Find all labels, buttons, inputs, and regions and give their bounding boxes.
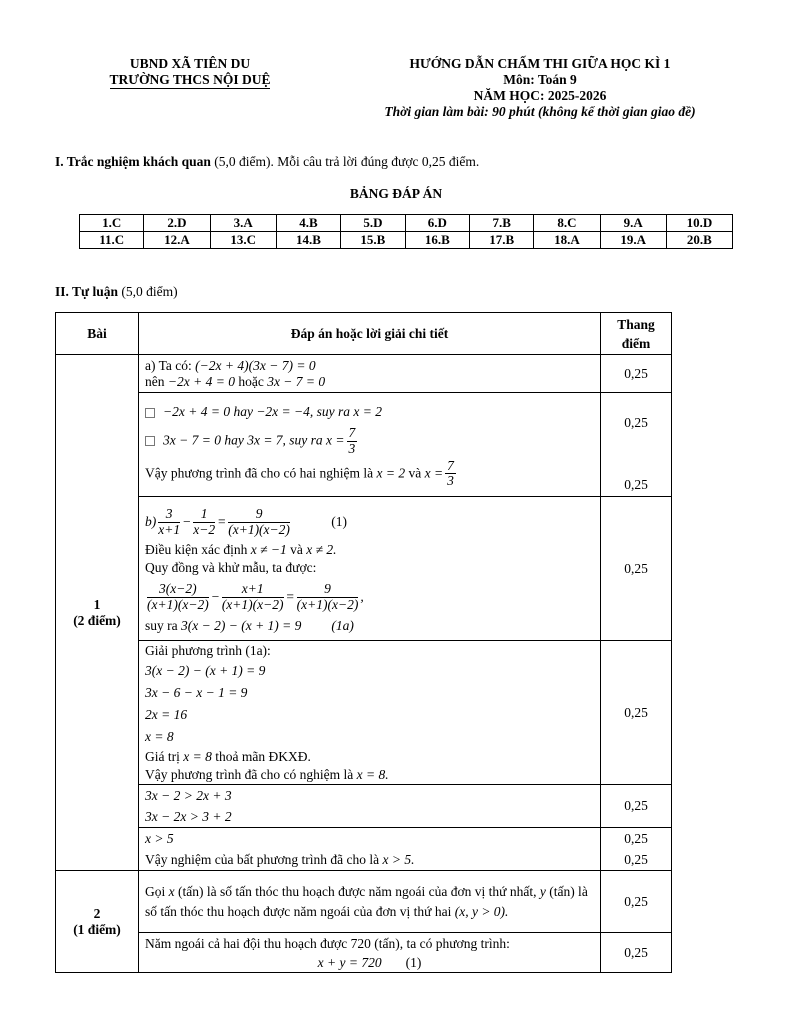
score-value: 0,25 bbox=[624, 415, 648, 430]
score-cell: 0,25 bbox=[601, 497, 672, 641]
answer-row-1 bbox=[80, 215, 733, 232]
school-name: TRƯỜNG THCS NỘI DUỆ bbox=[109, 72, 271, 87]
text: và bbox=[405, 464, 425, 480]
checkbox-icon bbox=[145, 408, 155, 418]
answer-row-2 bbox=[80, 232, 733, 249]
text: và bbox=[286, 541, 307, 557]
equation: x = 8 bbox=[183, 748, 212, 764]
table-row bbox=[56, 828, 672, 871]
answer-2-setup bbox=[139, 871, 601, 933]
col-diem: điểm bbox=[621, 335, 651, 351]
fraction bbox=[297, 582, 359, 613]
score-cell: 0,25 bbox=[601, 871, 672, 933]
answer-cell: 4.B bbox=[276, 215, 340, 232]
text: hoặc bbox=[234, 373, 268, 389]
numerator: 9 bbox=[228, 507, 290, 523]
text: suy ra bbox=[145, 617, 181, 633]
equation: 3x − 2 > 2x + 3 bbox=[145, 788, 232, 803]
variable: y bbox=[539, 883, 546, 899]
answer-cell: 18.A bbox=[534, 232, 600, 249]
text: Quy đồng và khử mẫu, ta được: bbox=[145, 559, 317, 575]
numerator: 3 bbox=[158, 507, 180, 523]
fraction bbox=[445, 459, 456, 490]
text: (tấn) là số tấn thóc thu hoạch được năm ngoái của đơn vị thứ hai bbox=[145, 883, 588, 919]
col-thang: Thang bbox=[617, 316, 655, 332]
subject: Môn: Toán 9 bbox=[503, 72, 577, 87]
numerator: 7 bbox=[447, 457, 454, 473]
text: Gọi bbox=[145, 883, 169, 899]
text: Điều kiện xác định bbox=[145, 541, 251, 557]
denominator: 3 bbox=[447, 473, 454, 489]
part2-title bbox=[55, 284, 178, 300]
essay-header-row bbox=[56, 313, 672, 355]
denominator: (x+1)(x−2) bbox=[296, 596, 359, 612]
score-value: 0,25 bbox=[624, 477, 648, 492]
answer-1b-solve bbox=[139, 641, 601, 785]
answer-cell: 13.C bbox=[210, 232, 276, 249]
col-bai: Bài bbox=[56, 313, 139, 355]
equation: −2x + 4 = 0 hay −2x = −4, suy ra x = 2 bbox=[163, 403, 382, 419]
header-right bbox=[340, 56, 740, 120]
score-value: 0,25 bbox=[624, 831, 648, 846]
answer-cell: 20.B bbox=[666, 232, 732, 249]
score-cell: 0,25 bbox=[601, 933, 672, 973]
text: Vậy phương trình đã cho có nghiệm là bbox=[145, 766, 357, 782]
numerator: x+1 bbox=[222, 582, 284, 598]
doc-title: HƯỚNG DẪN CHẤM THI GIỮA HỌC KÌ 1 bbox=[409, 56, 671, 71]
equation: (−2x + 4)(3x − 7) = 0 bbox=[195, 357, 316, 373]
score-cell bbox=[601, 828, 672, 871]
part1-title-bold: I. Trắc nghiệm khách quan bbox=[55, 154, 211, 169]
answer-cell: 17.B bbox=[470, 232, 534, 249]
checkbox-icon bbox=[145, 436, 155, 446]
bai2-points: (1 điểm) bbox=[73, 921, 121, 937]
part2-title-bold: II. Tự luận bbox=[55, 284, 119, 299]
answer-cell: 7.B bbox=[470, 215, 534, 232]
answer-cell: 10.D bbox=[666, 215, 732, 232]
table-row bbox=[56, 933, 672, 973]
label: b) bbox=[145, 513, 157, 529]
text: Giá trị bbox=[145, 748, 184, 764]
numerator: 9 bbox=[297, 582, 359, 598]
table-row bbox=[56, 871, 672, 933]
equation-tag: (1) bbox=[405, 954, 422, 970]
answer-1b-setup: b) $\frac{3}{x+1}$ − $\frac{1}{x-2}$ = $\frac{9}{(x+1)(x-2)}$ (1) Điều kiện xác định x ≠ −1 và x ≠ 2. Quy đồng và khử mẫu, ta được: $\frac{3(x-2)}{(x+1)(x-2)}$ − $\frac{x+1}{(x+1)(x-2)}$ = $\frac{9}{(x+1)(x-2)}$ , suy ra 3(x − 2) − (x + 1) = 9 (1a) bbox=[139, 497, 601, 641]
table-row bbox=[56, 641, 672, 785]
answer-table bbox=[79, 214, 733, 249]
equation: 3(x − 2) − (x + 1) = 9 bbox=[181, 617, 302, 633]
equation: x ≠ −1 bbox=[250, 541, 287, 557]
equation: 3x − 2x > 3 + 2 bbox=[145, 809, 232, 824]
score-cell: 0,25 bbox=[601, 785, 672, 828]
bai1-cell bbox=[56, 355, 139, 871]
score-cell: 0,25 bbox=[601, 355, 672, 393]
equation: (x, y > 0). bbox=[454, 903, 509, 919]
answer-1a-intro bbox=[139, 355, 601, 393]
equation: 3x − 7 = 0 hay 3x = 7, suy ra x = bbox=[163, 432, 345, 448]
table-row bbox=[56, 355, 672, 393]
score-value: 0,25 bbox=[624, 852, 648, 867]
text: Vậy phương trình đã cho có hai nghiệm là bbox=[145, 464, 377, 480]
table-row bbox=[56, 497, 672, 641]
answer-1a-solve bbox=[139, 393, 601, 497]
answer-cell: 1.C bbox=[80, 215, 144, 232]
equation: x = bbox=[424, 464, 444, 480]
answer-1c-result bbox=[139, 828, 601, 871]
answer-cell: 16.B bbox=[405, 232, 469, 249]
variable: x bbox=[168, 883, 175, 899]
equation: x > 5 bbox=[145, 831, 174, 846]
answer-cell: 9.A bbox=[600, 215, 666, 232]
header-left bbox=[60, 56, 320, 89]
denominator: (x+1)(x−2) bbox=[221, 596, 284, 612]
score-cell: 0,25 bbox=[601, 641, 672, 785]
fraction bbox=[228, 507, 290, 538]
denominator: x+1 bbox=[158, 521, 181, 537]
text: a) Ta có: bbox=[145, 357, 196, 373]
col-dapan: Đáp án hoặc lời giải chi tiết bbox=[139, 313, 601, 355]
fraction bbox=[347, 426, 358, 457]
answer-cell: 3.A bbox=[210, 215, 276, 232]
equation: x + y = 720 bbox=[317, 954, 382, 970]
answer-cell: 2.D bbox=[144, 215, 210, 232]
answer-cell: 8.C bbox=[534, 215, 600, 232]
equation-tag: (1) bbox=[331, 513, 348, 529]
numerator: 1 bbox=[193, 507, 215, 523]
text: Giải phương trình (1a): bbox=[145, 642, 271, 658]
answer-2-equation bbox=[139, 933, 601, 973]
col-thang-diem bbox=[601, 313, 672, 355]
fraction bbox=[158, 507, 180, 538]
answer-1c-step bbox=[139, 785, 601, 828]
numerator: 3(x−2) bbox=[147, 582, 209, 598]
answer-cell: 14.B bbox=[276, 232, 340, 249]
equation: x ≠ 2. bbox=[306, 541, 337, 557]
table-row bbox=[56, 393, 672, 497]
equation: 2x = 16 bbox=[145, 706, 188, 722]
text: Năm ngoái cả hai đội thu hoạch được 720 (tấn), ta có phương trình: bbox=[145, 935, 510, 951]
answer-cell: 19.A bbox=[600, 232, 666, 249]
equation: 3x − 6 − x − 1 = 9 bbox=[145, 684, 248, 700]
text: thoả mãn ĐKXĐ. bbox=[211, 748, 311, 764]
part1-title bbox=[55, 154, 479, 170]
fraction bbox=[193, 507, 215, 538]
numerator: 7 bbox=[348, 424, 356, 440]
answer-cell: 11.C bbox=[80, 232, 144, 249]
equation: −2x + 4 = 0 bbox=[167, 373, 235, 389]
denominator: x−2 bbox=[193, 521, 216, 537]
dept-name: UBND XÃ TIÊN DU bbox=[129, 56, 251, 71]
answer-cell: 6.D bbox=[405, 215, 469, 232]
equation: 3(x − 2) − (x + 1) = 9 bbox=[145, 662, 266, 678]
school-year: NĂM HỌC: 2025-2026 bbox=[473, 88, 607, 103]
answer-cell: 15.B bbox=[341, 232, 405, 249]
denominator: (x+1)(x−2) bbox=[147, 596, 209, 612]
essay-table bbox=[55, 312, 672, 973]
exam-time: Thời gian làm bài: 90 phút (không kể thời gian giao đề) bbox=[384, 104, 696, 119]
bai1-number: 1 bbox=[93, 596, 101, 612]
equation: x > 5. bbox=[382, 852, 415, 867]
equation: 3x − 7 = 0 bbox=[267, 373, 326, 389]
fraction bbox=[222, 582, 284, 613]
equation: x = 8. bbox=[356, 766, 389, 782]
equation: x = 8 bbox=[145, 728, 174, 744]
part2-title-rest: (5,0 điểm) bbox=[118, 284, 178, 299]
bai2-number: 2 bbox=[93, 905, 101, 921]
answer-cell: 5.D bbox=[341, 215, 405, 232]
text: nên bbox=[145, 373, 168, 389]
answer-table-title: BẢNG ĐÁP ÁN bbox=[349, 186, 443, 201]
answer-cell: 12.A bbox=[144, 232, 210, 249]
text: Vậy nghiệm của bất phương trình đã cho là bbox=[145, 852, 383, 867]
fraction bbox=[147, 582, 209, 613]
part1-title-rest: (5,0 điểm). Mỗi câu trả lời đúng được 0,25 điểm. bbox=[210, 154, 480, 169]
text: (tấn) là số tấn thóc thu hoạch được năm ngoái của đơn vị thứ nhất, bbox=[174, 883, 540, 899]
denominator: 3 bbox=[348, 440, 356, 456]
denominator: (x+1)(x−2) bbox=[228, 521, 290, 537]
equation-tag: (1a) bbox=[331, 617, 354, 633]
bai1-points: (2 điểm) bbox=[73, 612, 121, 628]
table-row bbox=[56, 785, 672, 828]
score-cell bbox=[601, 393, 672, 497]
equation: x = 2 bbox=[376, 464, 406, 480]
bai2-cell bbox=[56, 871, 139, 973]
